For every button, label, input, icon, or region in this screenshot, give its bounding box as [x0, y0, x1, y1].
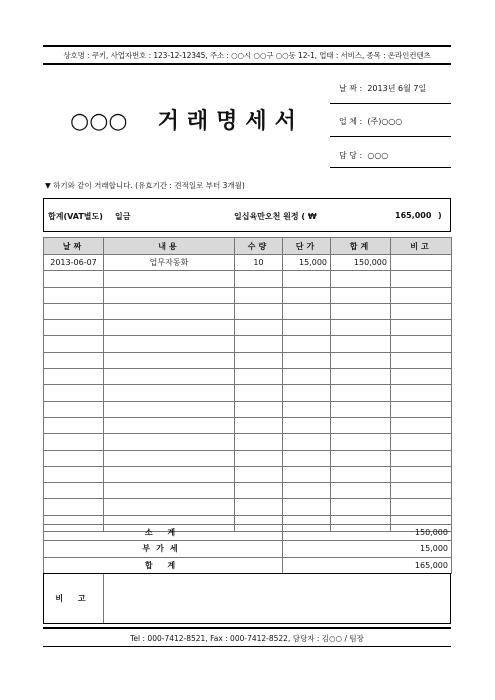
table-cell-empty: [104, 336, 235, 352]
remark-box: [43, 573, 451, 624]
total-close: ): [438, 211, 442, 220]
header-quantity: 수량: [235, 238, 283, 255]
header-amount: 합계: [331, 238, 391, 255]
summary-table: [43, 524, 452, 574]
footer-contact: Tel : 000-7412-8521, Fax : 000-7412-8522, 담당자 : 김○○ / 팀장: [130, 634, 364, 643]
table-cell-empty: [104, 401, 235, 417]
info-date: 날 짜 : 2013년 6월 7일: [339, 84, 427, 93]
table-cell-empty: [44, 303, 104, 319]
table-cell-empty: [331, 466, 391, 482]
table-row-empty: [44, 320, 452, 336]
cell-date: 2013-06-07: [44, 255, 104, 271]
manager-value: ○○○: [367, 151, 389, 160]
header-remark: 비고: [391, 238, 452, 255]
table-cell-empty: [44, 271, 104, 287]
table-cell-empty: [283, 450, 331, 466]
info-divider: [330, 167, 451, 168]
table-cell-empty: [235, 499, 283, 515]
table-cell-empty: [235, 466, 283, 482]
cell-unit-price: 15,000: [283, 255, 331, 271]
footer-bottom-border: [43, 646, 451, 647]
subtotal-value: 150,000: [283, 525, 452, 541]
table-cell-empty: [391, 271, 452, 287]
table-cell-empty: [331, 499, 391, 515]
header-unit-price: 단가: [283, 238, 331, 255]
total-label: 합계(VAT별도): [48, 212, 103, 221]
table-cell-empty: [235, 320, 283, 336]
table-cell-empty: [391, 287, 452, 303]
table-cell-empty: [283, 303, 331, 319]
table-cell-empty: [331, 434, 391, 450]
table-cell-empty: [283, 466, 331, 482]
table-cell-empty: [283, 401, 331, 417]
table-cell-empty: [331, 352, 391, 368]
cell-remark: [391, 255, 452, 271]
table-cell-empty: [391, 369, 452, 385]
table-cell-empty: [104, 466, 235, 482]
header-date: 날짜: [44, 238, 104, 255]
date-value: 2013년 6월 7일: [367, 84, 427, 93]
table-cell-empty: [331, 271, 391, 287]
table-row-empty: [44, 336, 452, 352]
table-cell-empty: [44, 417, 104, 433]
table-cell-empty: [331, 336, 391, 352]
top-border: [43, 45, 451, 47]
table-cell-empty: [283, 434, 331, 450]
table-cell-empty: [391, 303, 452, 319]
document-title: [70, 104, 304, 135]
table-cell-empty: [283, 417, 331, 433]
table-cell-empty: [104, 303, 235, 319]
grand-total-value: 165,000: [283, 557, 452, 573]
table-cell-empty: [235, 352, 283, 368]
table-cell-empty: [283, 499, 331, 515]
table-cell-empty: [331, 369, 391, 385]
table-row-empty: [44, 303, 452, 319]
table-cell-empty: [44, 401, 104, 417]
table-cell-empty: [235, 336, 283, 352]
company-divider: [43, 63, 451, 65]
table-cell-empty: [104, 271, 235, 287]
total-prefix: 일금: [115, 212, 131, 221]
tax-label: 부가세: [44, 541, 283, 557]
company-value: (주)○○○: [367, 117, 403, 126]
table-cell-empty: [391, 499, 452, 515]
info-company: 업 체 : (주)○○○: [339, 117, 403, 126]
table-row-empty: [44, 369, 452, 385]
table-row-empty: [44, 483, 452, 499]
table-cell-empty: [235, 483, 283, 499]
table-row-empty: [44, 499, 452, 515]
table-cell-empty: [391, 466, 452, 482]
title-main: 거래명세서: [157, 109, 304, 134]
title-prefix: ○○○: [70, 109, 128, 134]
table-row-empty: [44, 417, 452, 433]
table-cell-empty: [235, 450, 283, 466]
table-cell-empty: [331, 450, 391, 466]
company-info: 상호명 : 쿠키, 사업자번호 : 123-12-12345, 주소 : ○○시 ○○구 ○○동 12-1, 업태 : 서비스, 종목 : 온라인컨텐츠: [63, 51, 431, 60]
table-cell-empty: [104, 320, 235, 336]
table-cell-empty: [44, 287, 104, 303]
table-cell-empty: [44, 483, 104, 499]
table-cell-empty: [235, 303, 283, 319]
table-cell-empty: [331, 483, 391, 499]
table-cell-empty: [104, 450, 235, 466]
cell-quantity: 10: [235, 255, 283, 271]
table-cell-empty: [391, 401, 452, 417]
table-cell-empty: [331, 320, 391, 336]
table-cell-empty: [391, 434, 452, 450]
total-amount: 165,000: [395, 211, 432, 220]
table-cell-empty: [235, 401, 283, 417]
table-cell-empty: [391, 417, 452, 433]
table-cell-empty: [104, 499, 235, 515]
table-cell-empty: [235, 385, 283, 401]
table-cell-empty: [235, 287, 283, 303]
table-row-empty: [44, 271, 452, 287]
table-cell-empty: [391, 352, 452, 368]
table-cell-empty: [391, 385, 452, 401]
table-cell-empty: [44, 369, 104, 385]
table-row-empty: [44, 401, 452, 417]
validity-note: ▼ 하기와 같이 거래합니다. (유효기간 : 견적일로 부터 3개월): [45, 181, 245, 190]
table-cell-empty: [44, 336, 104, 352]
table-cell-empty: [391, 450, 452, 466]
total-amount-text: 일십육만오천 원정 ( ₩: [234, 212, 317, 221]
table-cell-empty: [391, 336, 452, 352]
table-cell-empty: [44, 434, 104, 450]
table-row-empty: [44, 450, 452, 466]
table-cell-empty: [235, 369, 283, 385]
table-row: [44, 255, 452, 271]
table-cell-empty: [283, 271, 331, 287]
table-cell-empty: [104, 352, 235, 368]
table-cell-empty: [283, 287, 331, 303]
items-table: [43, 237, 452, 532]
subtotal-label: 소 계: [44, 525, 283, 541]
cell-amount: 150,000: [331, 255, 391, 271]
cell-content: 업무자동화: [104, 255, 235, 271]
table-cell-empty: [331, 401, 391, 417]
table-cell-empty: [44, 385, 104, 401]
table-cell-empty: [44, 499, 104, 515]
info-divider: [330, 136, 451, 137]
info-divider: [330, 103, 451, 104]
tax-value: 15,000: [283, 541, 452, 557]
table-row-empty: [44, 434, 452, 450]
summary-subtotal-row: [44, 525, 452, 541]
table-cell-empty: [283, 369, 331, 385]
summary-tax-row: [44, 541, 452, 557]
table-cell-empty: [391, 320, 452, 336]
table-cell-empty: [44, 466, 104, 482]
table-cell-empty: [104, 434, 235, 450]
table-row-empty: [44, 385, 452, 401]
summary-total-row: [44, 557, 452, 573]
table-cell-empty: [331, 417, 391, 433]
total-amount-box: [43, 198, 451, 232]
table-cell-empty: [283, 352, 331, 368]
table-cell-empty: [44, 320, 104, 336]
grand-total-label: 합 계: [44, 557, 283, 573]
header-content: 내용: [104, 238, 235, 255]
table-row-empty: [44, 352, 452, 368]
table-cell-empty: [283, 483, 331, 499]
footer-top-border: [43, 627, 451, 629]
table-cell-empty: [331, 303, 391, 319]
table-row-empty: [44, 287, 452, 303]
table-cell-empty: [283, 385, 331, 401]
table-cell-empty: [235, 434, 283, 450]
table-header-row: [44, 238, 452, 255]
table-cell-empty: [44, 450, 104, 466]
table-cell-empty: [104, 385, 235, 401]
table-row-empty: [44, 466, 452, 482]
table-cell-empty: [104, 417, 235, 433]
table-cell-empty: [44, 352, 104, 368]
table-cell-empty: [283, 336, 331, 352]
remark-label: 비 고: [44, 574, 104, 623]
info-manager: 담 당 : ○○○: [339, 151, 389, 160]
table-cell-empty: [104, 287, 235, 303]
table-cell-empty: [331, 287, 391, 303]
table-cell-empty: [104, 369, 235, 385]
table-cell-empty: [235, 417, 283, 433]
table-cell-empty: [331, 385, 391, 401]
table-cell-empty: [104, 483, 235, 499]
table-cell-empty: [391, 483, 452, 499]
table-cell-empty: [235, 271, 283, 287]
table-cell-empty: [283, 320, 331, 336]
